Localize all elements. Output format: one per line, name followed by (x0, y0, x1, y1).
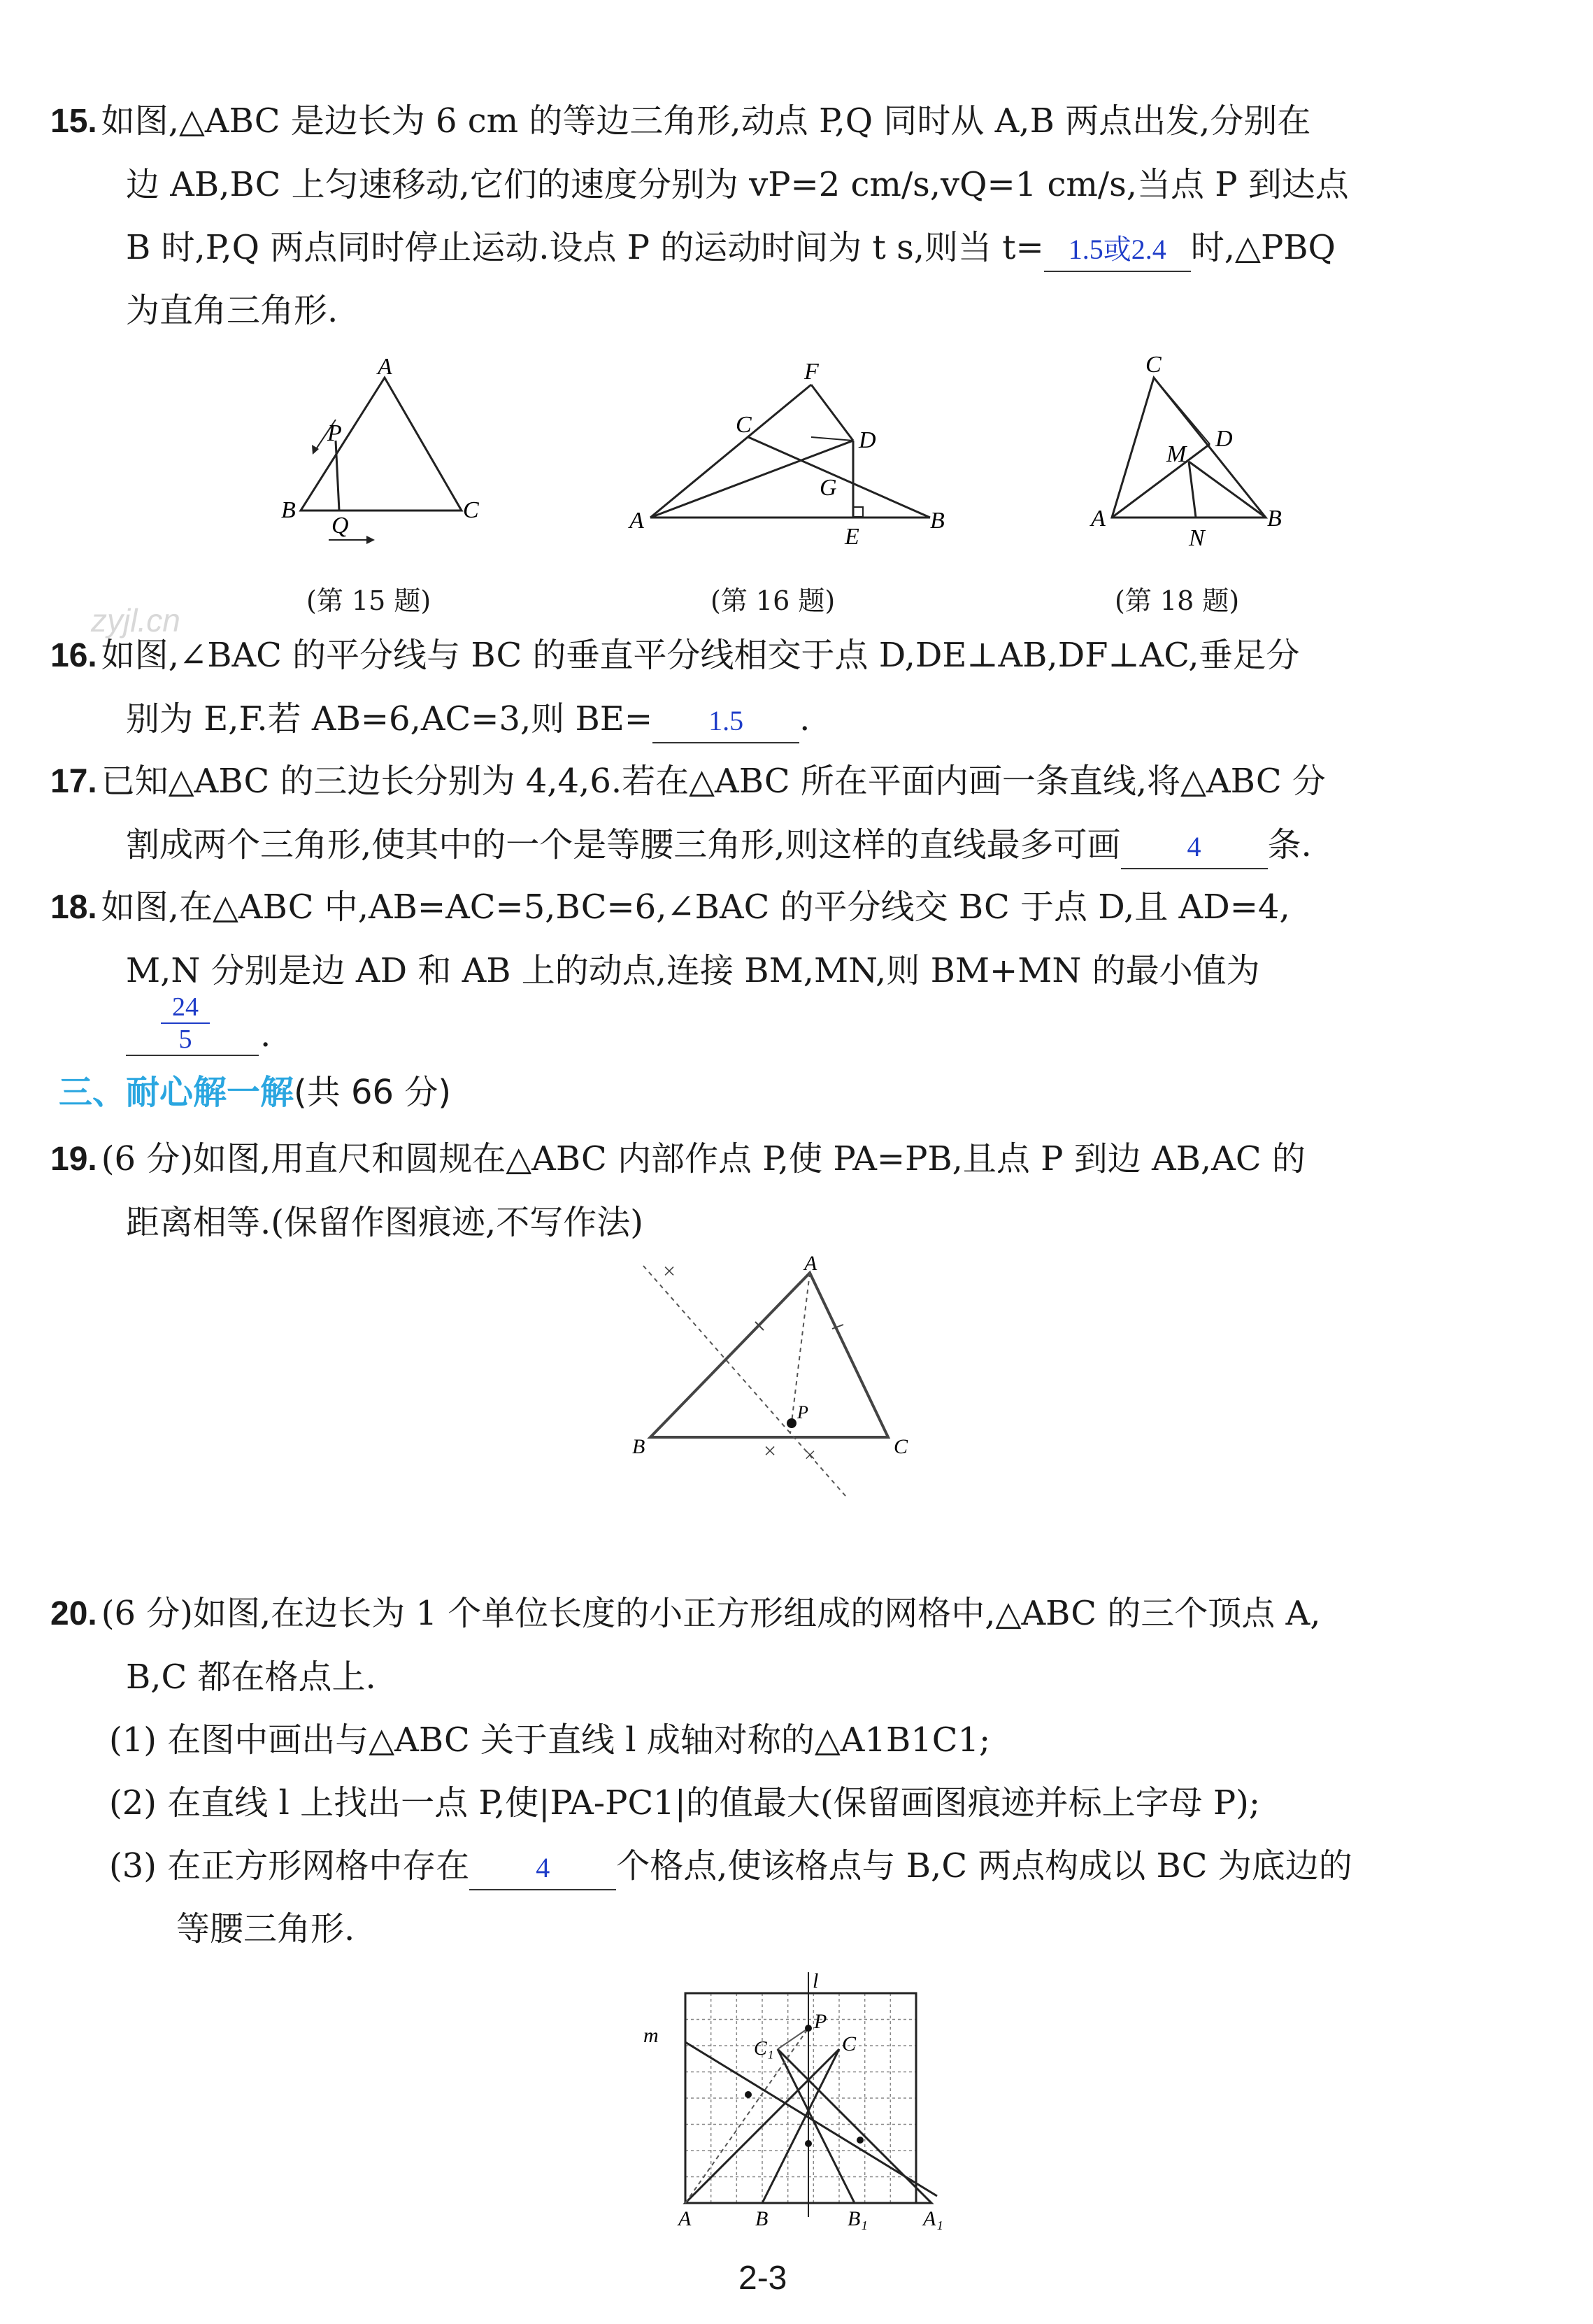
q15-number: 15. (50, 103, 97, 140)
q18-line2: M,N 分别是边 AD 和 AB 上的动点,连接 BM,MN,则 BM+MN 的最小值为 (126, 951, 1260, 990)
figure-20 (629, 1972, 965, 2238)
q17-number: 17. (50, 763, 97, 800)
fig19-arc-mark-1: × (662, 1258, 677, 1283)
fig16-label-e: E (845, 524, 859, 550)
question-20 (50, 1582, 1512, 1960)
caption-16: (第 16 题) (710, 585, 836, 616)
fig19-label-a: A (804, 1252, 817, 1275)
q17-line1: 17. 已知△ABC 的三边长分别为 4,4,6.若在△ABC 所在平面内画一条直线,将△ABC 分 (50, 762, 1326, 801)
q18-answer-underline (126, 1055, 259, 1056)
section-3-points: (共 66 分) (294, 1073, 452, 1112)
q20-part1: (1) 在图中画出与△ABC 关于直线 l 成轴对称的△A1B1C1; (109, 1720, 991, 1760)
q19-line1: 19. (6 分)如图,用直尺和圆规在△ABC 内部作点 P,使 PA=PB,且点 P 到边 AB,AC 的 (50, 1139, 1306, 1178)
fig20-label-a1: A₁ (923, 2207, 943, 2230)
fig20-label-c1: C₁ (754, 2038, 774, 2060)
q16-answer-blank: 1.5 (652, 700, 799, 743)
q19-number: 19. (50, 1141, 97, 1178)
fig16-label-b: B (930, 508, 945, 534)
q15-line3: B 时,P,Q 两点同时停止运动.设点 P 的运动时间为 t s,则当 t= 1.5或2.4 时,△PBQ (50, 216, 1512, 279)
q16-line2: 别为 E,F.若 AB=6,AC=3,则 BE= 1.5 . (50, 687, 1512, 750)
fig15-label-c: C (463, 497, 479, 523)
q15-line1: 15. 如图,△ABC 是边长为 6 cm 的等边三角形,动点 P,Q 同时从 A,B 两点出发,分别在 (50, 101, 1311, 141)
fig20-grid-point-3 (745, 2091, 752, 2098)
figure-15 (273, 350, 503, 573)
fig16-label-a: A (629, 508, 644, 534)
q20-line2: B,C 都在格点上. (126, 1658, 376, 1697)
fig20-label-p: P (814, 2010, 827, 2033)
fig20-point-p (805, 2025, 812, 2032)
fig20-label-c: C (842, 2032, 857, 2055)
question-16 (50, 624, 1512, 750)
fig16-label-c: C (736, 412, 752, 438)
q18-end-period: . (260, 1015, 271, 1055)
fig18-line-ad (1154, 378, 1210, 444)
q18-answer-denominator: 5 (161, 1022, 210, 1055)
figure-18 (1084, 350, 1294, 566)
q20-number: 20. (50, 1595, 97, 1632)
fig16-label-g: G (820, 475, 837, 501)
q16-number: 16. (50, 637, 97, 674)
caption-15: (第 15 题) (306, 585, 431, 616)
fig19-arc-mark-2: × (762, 1438, 778, 1463)
section-3-header (59, 1064, 451, 1120)
caption-18: (第 18 题) (1115, 585, 1240, 616)
fig19-triangle (650, 1273, 888, 1437)
figure-16 (622, 357, 951, 559)
fig20-label-m: m (643, 2024, 659, 2047)
q20-part2: (2) 在直线 l 上找出一点 P,使|PA-PC1|的值最大(保留画图痕迹并标上字母 P); (109, 1783, 1261, 1823)
fig20-grid (685, 1993, 916, 2203)
fig18-line-mn (1189, 462, 1196, 518)
q20-answer-blank: 4 (469, 1847, 616, 1890)
fig20-label-b1: B₁ (848, 2207, 868, 2230)
watermark: zyjl.cn (91, 602, 180, 639)
fig16-label-d: D (859, 427, 876, 453)
question-19 (50, 1127, 1512, 1254)
fig20-label-a: A (678, 2207, 692, 2230)
fig15-label-p: P (327, 420, 342, 446)
fig19-label-c: C (894, 1435, 908, 1458)
fig20-label-b: B (755, 2207, 769, 2230)
q15-answer-blank: 1.5或2.4 (1044, 229, 1191, 272)
q20-part3-line2: 等腰三角形. (176, 1909, 355, 1948)
fig18-label-b: B (1267, 506, 1282, 532)
q18-number: 18. (50, 889, 97, 926)
fig16-label-f: F (804, 359, 819, 385)
fig18-label-m: M (1166, 441, 1187, 467)
question-18 (50, 876, 1512, 1002)
fig19-point-p (787, 1418, 796, 1428)
fig19-label-b: B (632, 1435, 645, 1458)
q16-line1: 16. 如图,∠BAC 的平分线与 BC 的垂直平分线相交于点 D,DE⊥AB,DF⊥AC,垂足分 (50, 636, 1300, 675)
fig19-label-p: P (797, 1402, 808, 1423)
figure-19 (622, 1252, 930, 1504)
fig18-label-d: D (1215, 426, 1233, 452)
q17-answer-blank: 4 (1121, 826, 1268, 869)
fig18-label-a: A (1091, 506, 1106, 532)
fig16-line-af (650, 385, 811, 518)
fig19-arc-mark-3: × (803, 1443, 817, 1467)
question-17 (50, 750, 1512, 876)
fig20-grid-point (805, 2140, 812, 2147)
q18-answer-fraction (161, 992, 210, 1055)
fig20-line-m (685, 2042, 937, 2196)
fig20-label-l: l (813, 1972, 819, 1992)
fig16-line-fd (811, 385, 853, 441)
question-15 (50, 90, 1512, 342)
q20-line1: 20. (6 分)如图,在边长为 1 个单位长度的小正方形组成的网格中,△ABC 的三个顶点 A, (50, 1594, 1321, 1633)
fig20-grid-point-2 (857, 2137, 864, 2144)
fig15-label-q: Q (331, 513, 349, 539)
fig18-label-c: C (1145, 352, 1162, 378)
fig18-triangle (1112, 378, 1266, 518)
section-3-title: 三、耐心解一解 (59, 1073, 294, 1112)
fig15-arrowhead-q (366, 536, 375, 544)
q20-part3: (3) 在正方形网格中存在 4 个格点,使该格点与 B,C 两点构成以 BC 为底边的 (50, 1834, 1512, 1897)
page-number: 2-3 (738, 2260, 787, 2297)
q18-answer-numerator: 24 (172, 992, 199, 1022)
q15-line4: 为直角三角形. (126, 291, 338, 330)
q19-line2: 距离相等.(保留作图痕迹,不写作法) (126, 1203, 643, 1242)
fig16-line-gd (811, 437, 853, 441)
q18-line1: 18. 如图,在△ABC 中,AB=AC=5,BC=6,∠BAC 的平分线交 BC 于点 D,且 AD=4, (50, 887, 1290, 927)
fig16-right-angle-e (853, 507, 863, 517)
q15-line2: 边 AB,BC 上匀速移动,它们的速度分别为 vP=2 cm/s,vQ=1 cm/s,当点 P 到达点 (126, 165, 1349, 204)
fig15-label-b: B (281, 497, 296, 523)
fig16-line-cb (748, 437, 930, 518)
fig18-label-n: N (1189, 525, 1205, 551)
fig15-triangle (301, 378, 462, 511)
q17-line2: 割成两个三角形,使其中的一个是等腰三角形,则这样的直线最多可画 4 条. (50, 813, 1512, 876)
fig15-label-a: A (378, 354, 392, 380)
